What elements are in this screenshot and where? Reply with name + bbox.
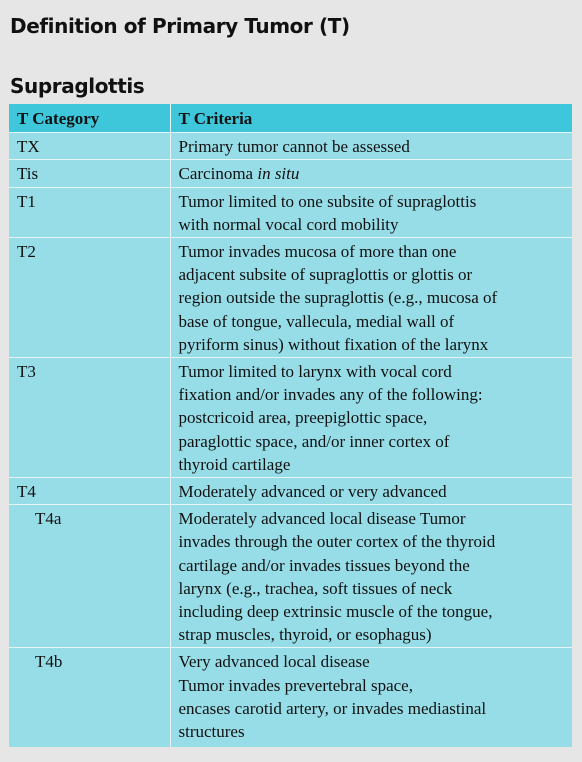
table-row [9, 358, 572, 478]
t-category-cell: TX [9, 133, 170, 160]
criteria-line: including deep extrinsic muscle of the tongue, [178, 602, 493, 622]
t-criteria-cell [170, 187, 572, 237]
criteria-italic-text: in situ [257, 164, 300, 184]
criteria-line: adjacent subsite of supraglottis or glottis or [178, 265, 473, 285]
criteria-line: larynx (e.g., trachea, soft tissues of neck [178, 578, 453, 598]
criteria-line: Moderately advanced or very advanced [178, 482, 447, 502]
t-category-cell: Tis [9, 160, 170, 187]
criteria-line: thyroid cartilage [178, 454, 291, 474]
criteria-line: Primary tumor cannot be assessed [178, 137, 410, 157]
criteria-text: Carcinoma [178, 164, 258, 184]
table-row [9, 187, 572, 237]
criteria-line: paraglottic space, and/or inner cortex of [178, 431, 450, 451]
table-row [9, 478, 572, 505]
criteria-line: Tumor limited to one subsite of supraglottis [178, 191, 477, 211]
criteria-line: base of tongue, vallecula, medial wall of [178, 311, 455, 331]
t-subcategory-cell: T4a [9, 505, 170, 648]
t-subcategory-cell: T4b [9, 648, 170, 747]
t-criteria-cell [170, 478, 572, 505]
t-category-cell: T4 [9, 478, 170, 505]
t-criteria-cell [170, 160, 572, 187]
criteria-line: Very advanced local disease [178, 652, 370, 672]
section-title: Supraglottis [10, 74, 145, 98]
t-category-cell: T2 [9, 238, 170, 358]
page-title: Definition of Primary Tumor (T) [10, 14, 350, 38]
t-criteria-cell [170, 238, 572, 358]
criteria-line: Tumor limited to larynx with vocal cord [178, 362, 452, 382]
criteria-line: Tumor invades mucosa of more than one [178, 242, 457, 262]
t-criteria-cell [170, 133, 572, 160]
criteria-line: postcricoid area, preepiglottic space, [178, 408, 428, 428]
table-row [9, 238, 572, 358]
column-header-t-category: T Category [9, 104, 170, 133]
criteria-line: pyriform sinus) without fixation of the larynx [178, 334, 489, 354]
criteria-line: Moderately advanced local disease Tumor [178, 509, 466, 529]
t-category-table [9, 104, 572, 747]
table-row [9, 160, 572, 187]
table-row [9, 648, 572, 747]
criteria-line: structures [178, 722, 245, 742]
t-criteria-cell [170, 505, 572, 648]
t-criteria-cell [170, 648, 572, 747]
criteria-line: cartilage and/or invades tissues beyond the [178, 555, 470, 575]
criteria-line: region outside the supraglottis (e.g., mucosa of [178, 288, 498, 308]
criteria-line: Tumor invades prevertebral space, [178, 675, 413, 695]
table-row [9, 133, 572, 160]
criteria-line: invades through the outer cortex of the thyroid [178, 532, 496, 552]
criteria-line: strap muscles, thyroid, or esophagus) [178, 625, 432, 645]
criteria-line: with normal vocal cord mobility [178, 214, 399, 234]
table-row [9, 505, 572, 648]
table-header-row [9, 104, 572, 133]
criteria-line: encases carotid artery, or invades mediastinal [178, 698, 487, 718]
column-header-t-criteria: T Criteria [170, 104, 572, 133]
t-category-cell: T1 [9, 187, 170, 237]
criteria-line: fixation and/or invades any of the following: [178, 385, 483, 405]
t-criteria-cell [170, 358, 572, 478]
t-category-cell: T3 [9, 358, 170, 478]
